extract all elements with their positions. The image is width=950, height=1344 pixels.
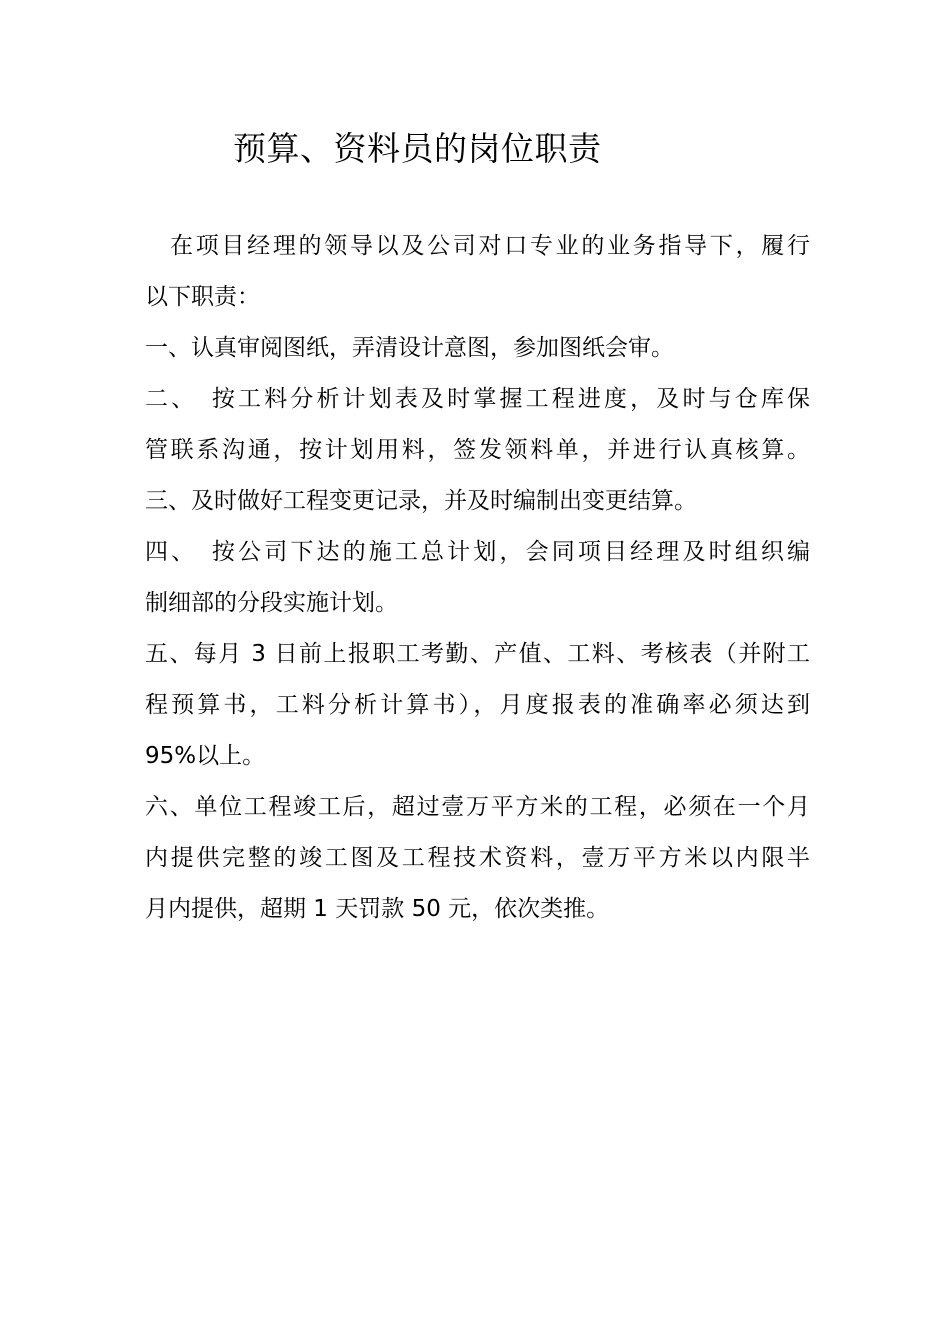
body-line-2: 以下职责： <box>145 284 260 310</box>
duty-item-2-line-2: 管联系沟通，按计划用料，签发领料单，并进行认真核算。 <box>145 437 810 463</box>
duty-item-5-line-1: 五、每月 3 日前上报职工考勤、产值、工料、考核表（并附工 <box>145 641 810 667</box>
body-line-1: 在项目经理的领导以及公司对口专业的业务指导下，履行 <box>170 233 810 259</box>
document-body <box>145 221 810 935</box>
duty-item-4-line-2: 制细部的分段实施计划。 <box>145 590 398 616</box>
duty-item-5-line-2: 程预算书，工料分析计算书），月度报表的准确率必须达到 <box>145 692 810 718</box>
duty-item-6-line-1: 六、单位工程竣工后，超过壹万平方米的工程，必须在一个月 <box>145 794 810 820</box>
document-title: 预算、资料员的岗位职责 <box>233 129 602 168</box>
duty-item-6-line-2: 内提供完整的竣工图及工程技术资料，壹万平方米以内限半 <box>145 845 810 871</box>
duty-item-4-line-1: 四、 按公司下达的施工总计划，会同项目经理及时组织编 <box>145 539 810 565</box>
duty-item-2-line-1: 二、 按工料分析计划表及时掌握工程进度，及时与仓库保 <box>145 386 810 412</box>
duty-item-3: 三、及时做好工程变更记录，并及时编制出变更结算。 <box>145 488 697 514</box>
duty-item-6-line-3: 月内提供，超期 1 天罚款 50 元，依次类推。 <box>145 896 610 922</box>
duty-item-1: 一、认真审阅图纸，弄清设计意图，参加图纸会审。 <box>145 335 674 361</box>
duty-item-5-line-3: 95%以上。 <box>145 743 266 769</box>
